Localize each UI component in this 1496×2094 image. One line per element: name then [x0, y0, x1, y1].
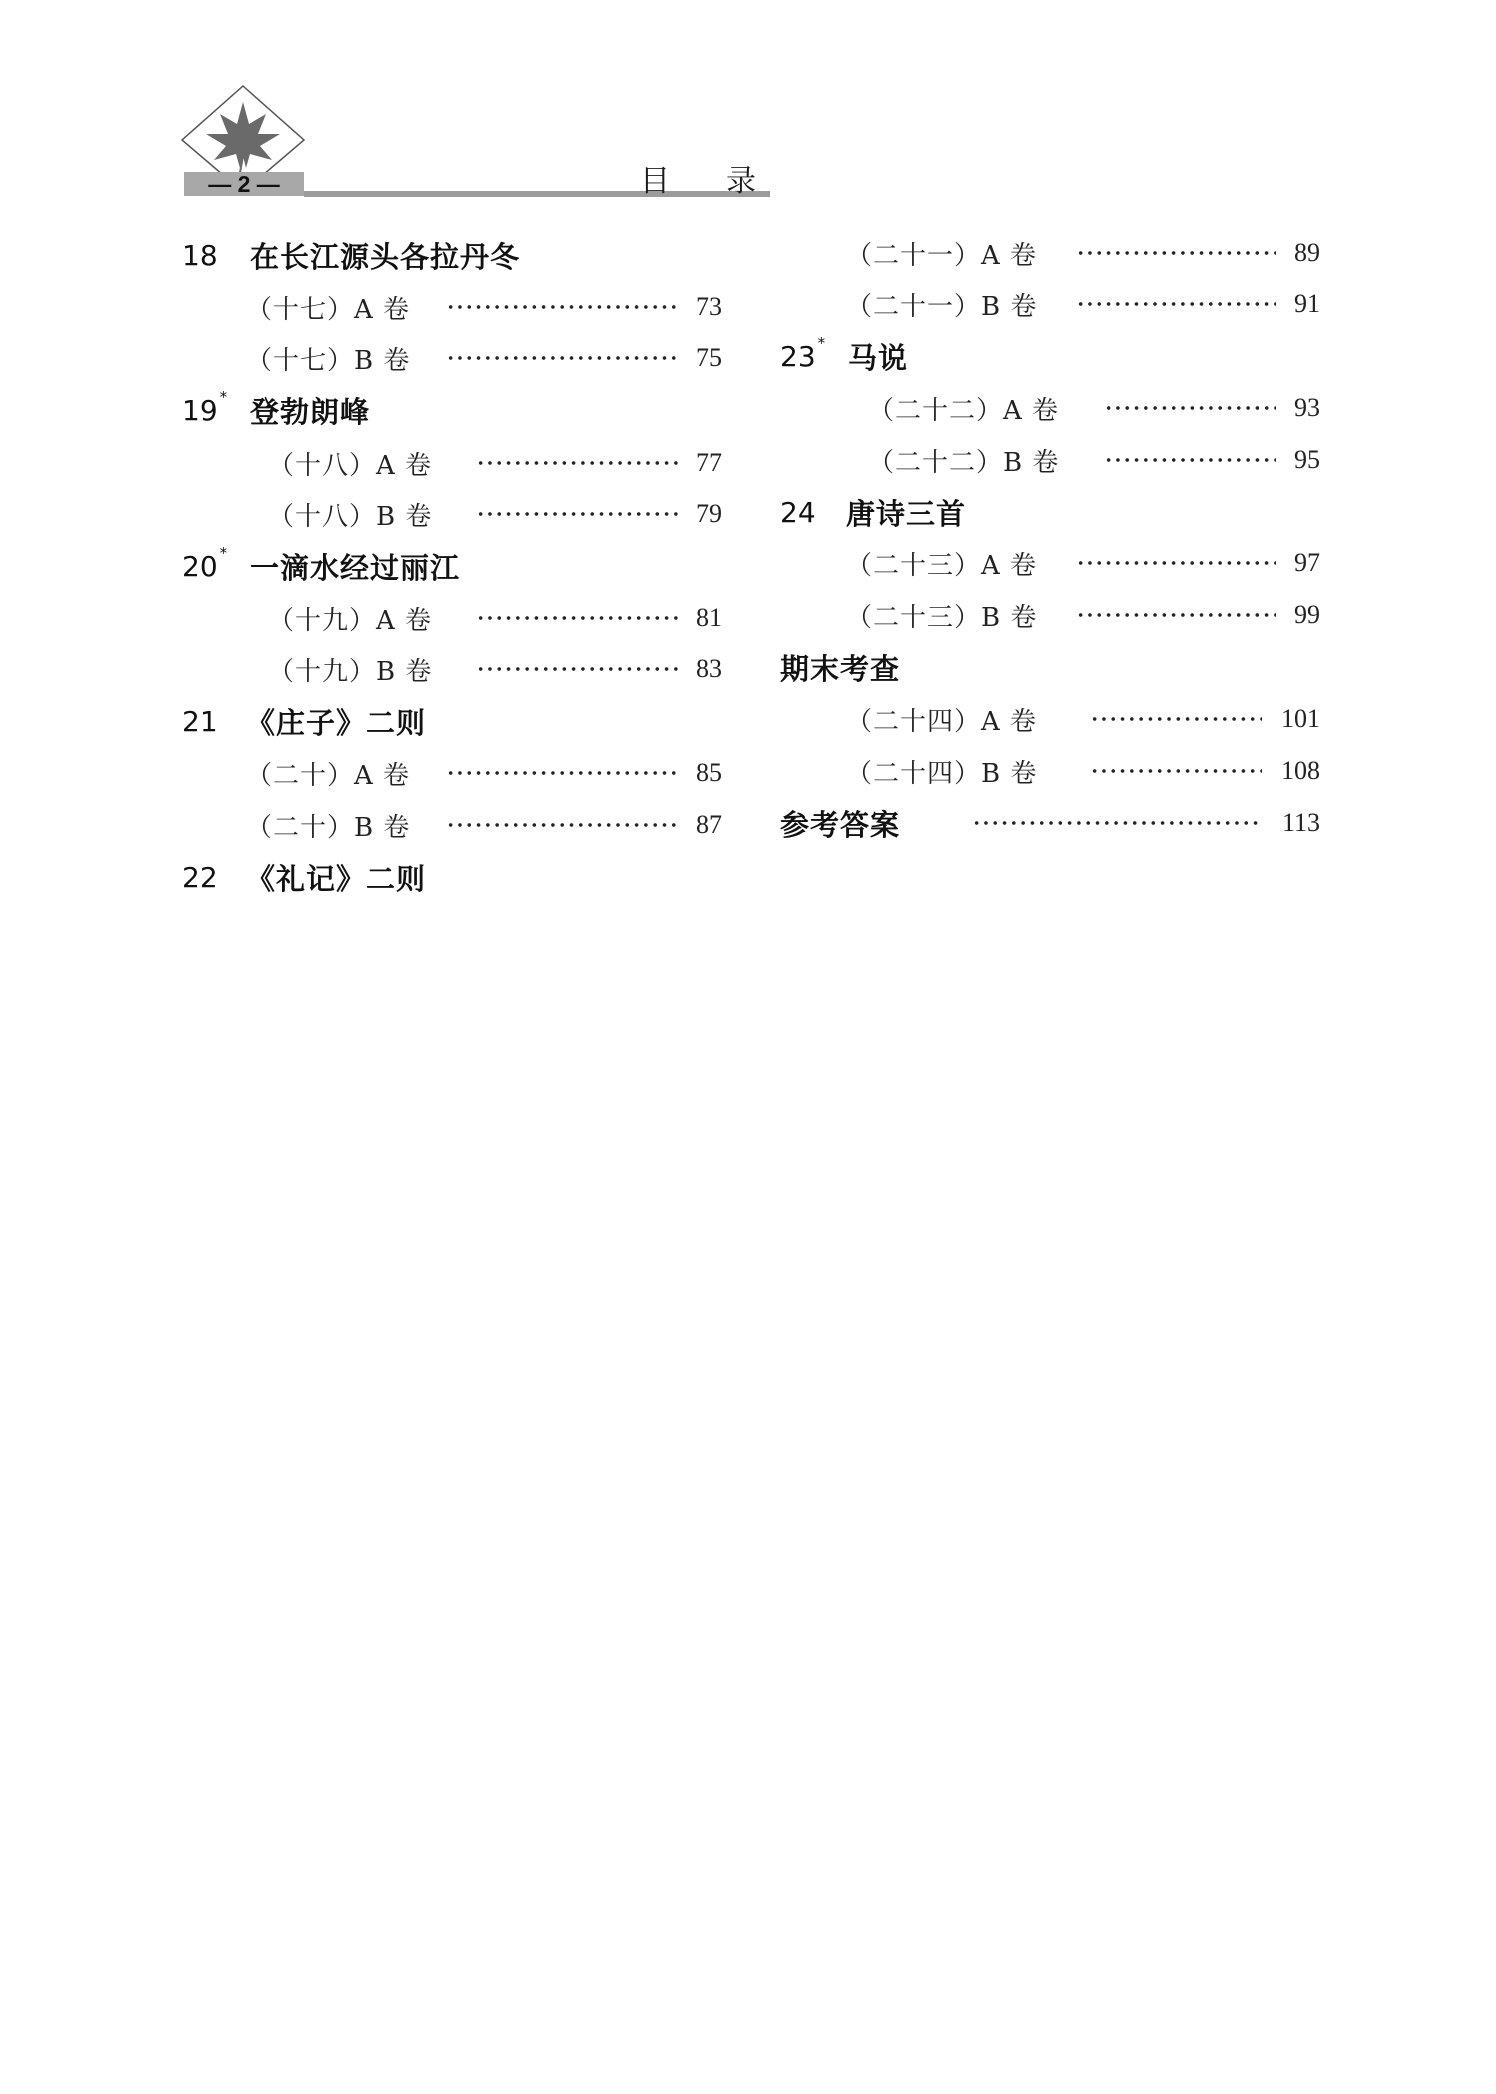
- section-title: 期末考查: [780, 651, 901, 686]
- entry-label: （二十）B 卷: [246, 812, 411, 843]
- entry-label: （二十一）A 卷: [846, 240, 1038, 271]
- page-ref: 99: [1294, 600, 1320, 629]
- lesson-number: 23 *: [780, 333, 826, 373]
- section-title: 参考答案: [780, 807, 901, 842]
- entry-label: （十七）A 卷: [246, 294, 411, 325]
- page-ref: 89: [1294, 238, 1320, 267]
- page-ref: 73: [696, 292, 722, 321]
- page-ref: 81: [696, 603, 722, 632]
- leader-dots: [446, 354, 678, 362]
- leader-dots: [476, 614, 678, 622]
- leader-dots: [1090, 767, 1262, 775]
- page-ref: 113: [1281, 808, 1320, 837]
- entry-label: （十八）B 卷: [268, 501, 433, 532]
- lesson-title: 一滴水经过丽江: [250, 550, 461, 585]
- leader-dots: [476, 510, 678, 518]
- leader-dots: [1104, 456, 1276, 464]
- optional-star: *: [817, 333, 826, 352]
- lesson-title: 登勃朗峰: [250, 394, 371, 429]
- page-ref: 79: [696, 499, 722, 528]
- entry-label: （二十）A 卷: [246, 760, 411, 791]
- leader-dots: [476, 665, 678, 673]
- optional-star: *: [219, 387, 228, 406]
- page-ref: 97: [1294, 548, 1320, 577]
- page-ref: 77: [696, 448, 722, 477]
- page-ref: 75: [696, 343, 722, 372]
- lesson-title: 《庄子》二则: [246, 705, 427, 740]
- lesson-title: 在长江源头各拉丹冬: [250, 239, 521, 274]
- entry-label: （二十四）B 卷: [846, 758, 1038, 789]
- entry-label: （二十三）B 卷: [846, 602, 1038, 633]
- lesson-number: 24: [780, 495, 816, 529]
- entry-label: （十七）B 卷: [246, 345, 411, 376]
- lesson-number: 20 *: [182, 543, 228, 583]
- page-title: 目录: [640, 164, 812, 199]
- page-ref: 87: [696, 810, 722, 839]
- leader-dots: [476, 459, 678, 467]
- lesson-title: 唐诗三首: [846, 496, 967, 531]
- leader-dots: [1076, 300, 1276, 308]
- leader-dots: [446, 821, 678, 829]
- entry-label: （二十二）B 卷: [868, 447, 1060, 478]
- leader-dots: [446, 303, 678, 311]
- leader-dots: [1104, 404, 1276, 412]
- lesson-number: 22: [182, 860, 218, 894]
- page-ref: 93: [1294, 393, 1320, 422]
- entry-label: （二十二）A 卷: [868, 395, 1060, 426]
- entry-label: （十九）A 卷: [268, 605, 433, 636]
- leader-dots: [1076, 611, 1276, 619]
- entry-label: （十九）B 卷: [268, 656, 433, 687]
- leader-dots: [972, 819, 1262, 827]
- entry-label: （二十一）B 卷: [846, 291, 1038, 322]
- leader-dots: [1076, 559, 1276, 567]
- entry-label: （二十三）A 卷: [846, 550, 1038, 581]
- leader-dots: [446, 769, 678, 777]
- optional-star: *: [219, 543, 228, 562]
- lesson-number: 21: [182, 704, 218, 738]
- page-ref: 95: [1294, 445, 1320, 474]
- leader-dots: [1076, 249, 1276, 257]
- page-ref: 85: [696, 758, 722, 787]
- lesson-title: 马说: [848, 340, 909, 375]
- entry-label: （十八）A 卷: [268, 450, 433, 481]
- lesson-number: 19 *: [182, 387, 228, 427]
- page-ref: 91: [1294, 289, 1320, 318]
- entry-label: （二十四）A 卷: [846, 706, 1038, 737]
- leader-dots: [1090, 715, 1262, 723]
- page-ref: 101: [1281, 704, 1320, 733]
- lesson-title: 《礼记》二则: [246, 861, 427, 896]
- page-header: [180, 84, 812, 202]
- page-number: — 2 —: [184, 172, 304, 196]
- lesson-number: 18: [182, 238, 218, 272]
- page-ref: 108: [1281, 756, 1320, 785]
- page-ref: 83: [696, 654, 722, 683]
